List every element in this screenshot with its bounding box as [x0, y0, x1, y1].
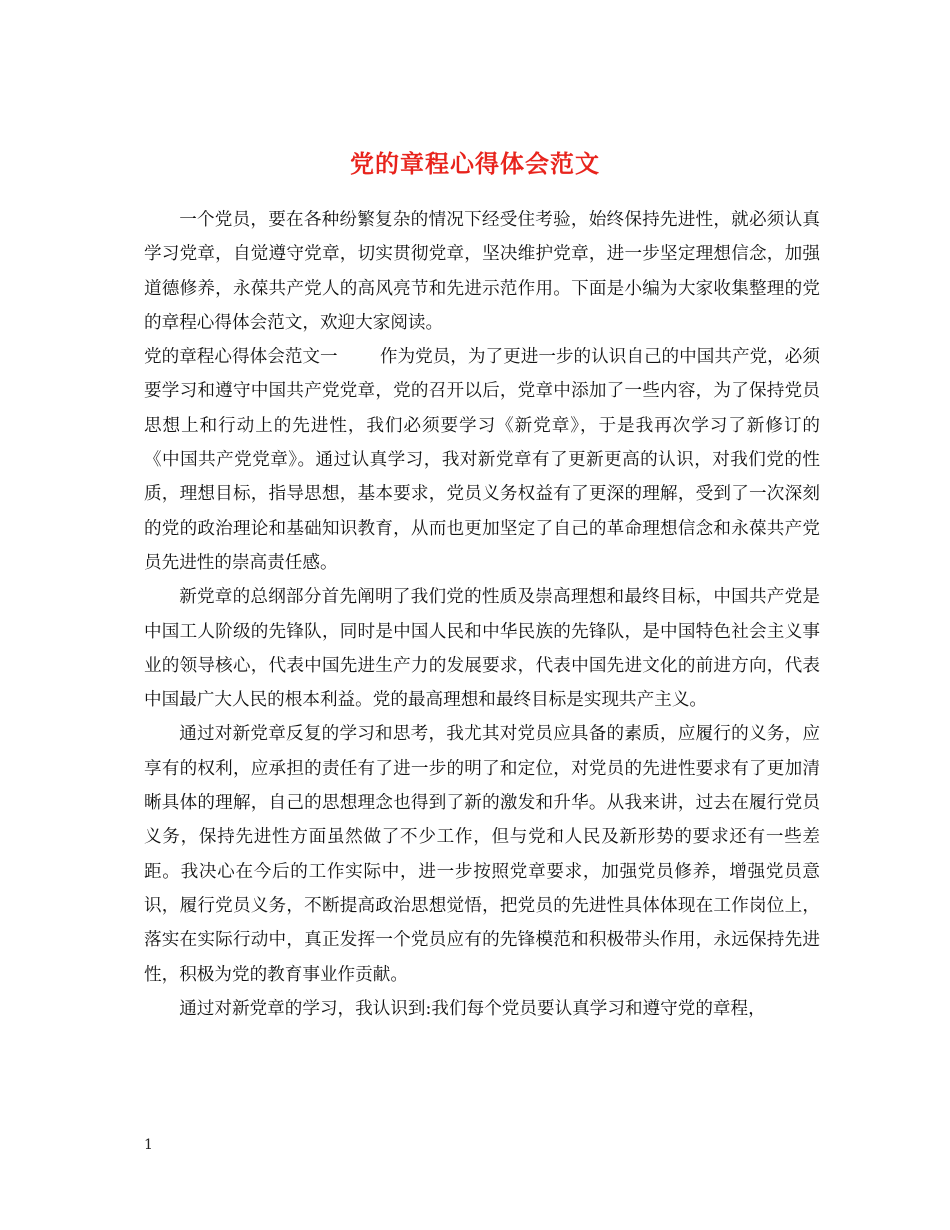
- paragraph-section-one: [144, 340, 820, 580]
- paragraph-party-nature: 新党章的总纲部分首先阐明了我们党的性质及崇高理想和最终目标，中国共产党是中国工人阶级的先锋队，同时是中国人民和中华民族的先锋队，是中国特色社会主义事业的领导核心，代表中国先进生产力的发展要求，代表中国先进文化的前进方向，代表中国最广大人民的根本利益。党的最高理想和最终目标是实现共产主义。: [144, 587, 820, 711]
- document-body: [144, 203, 820, 1026]
- document-title: 党的章程心得体会范文: [350, 149, 600, 179]
- section-heading: 党的章程心得体会范文一: [144, 347, 338, 368]
- paragraph-section-one-text: 作为党员，为了更进一步的认识自己的中国共产党，必须要学习和遵守中国共产党党章，党的召开以后，党章中添加了一些内容，为了保持党员思想上和行动上的先进性，我们必须要学习《新党章》，于是我再次学习了新修订的《中国共产党党章》。通过认真学习，我对新党章有了更新更高的认识，对我们党的性质，理想目标，指导思想，基本要求，党员义务权益有了更深的理解，受到了一次深刻的党的政治理论和基础知识教育，从而也更加坚定了自己的革命理想信念和永葆共产党员先进性的崇高责任感。: [144, 347, 820, 573]
- paragraph-conclusion: 通过对新党章的学习，我认识到:我们每个党员要认真学习和遵守党的章程，: [179, 998, 766, 1019]
- paragraph-intro: 一个党员，要在各种纷繁复杂的情况下经受住考验，始终保持先进性，就必须认真学习党章，自觉遵守党章，切实贯彻党章，坚决维护党章，进一步坚定理想信念，加强道德修养，永葆共产党人的高风亮节和先进示范作用。下面是小编为大家收集整理的党的章程心得体会范文，欢迎大家阅读。: [144, 210, 820, 333]
- page-number: 1: [144, 1137, 153, 1153]
- paragraph-reflection: 通过对新党章反复的学习和思考，我尤其对党员应具备的素质，应履行的义务，应享有的权利，应承担的责任有了进一步的明了和定位，对党员的先进性要求有了更加清晰具体的理解，自己的思想理念也得到了新的激发和升华。从我来讲，过去在履行党员义务，保持先进性方面虽然做了不少工作，但与党和人民及新形势的要求还有一些差距。我决心在今后的工作实际中，进一步按照党章要求，加强党员修养，增强党员意识，履行党员义务，不断提高政治思想觉悟，把党员的先进性具体体现在工作岗位上，落实在实际行动中，真正发挥一个党员应有的先锋模范和积极带头作用，永远保持先进性，积极为党的教育事业作贡献。: [144, 724, 820, 985]
